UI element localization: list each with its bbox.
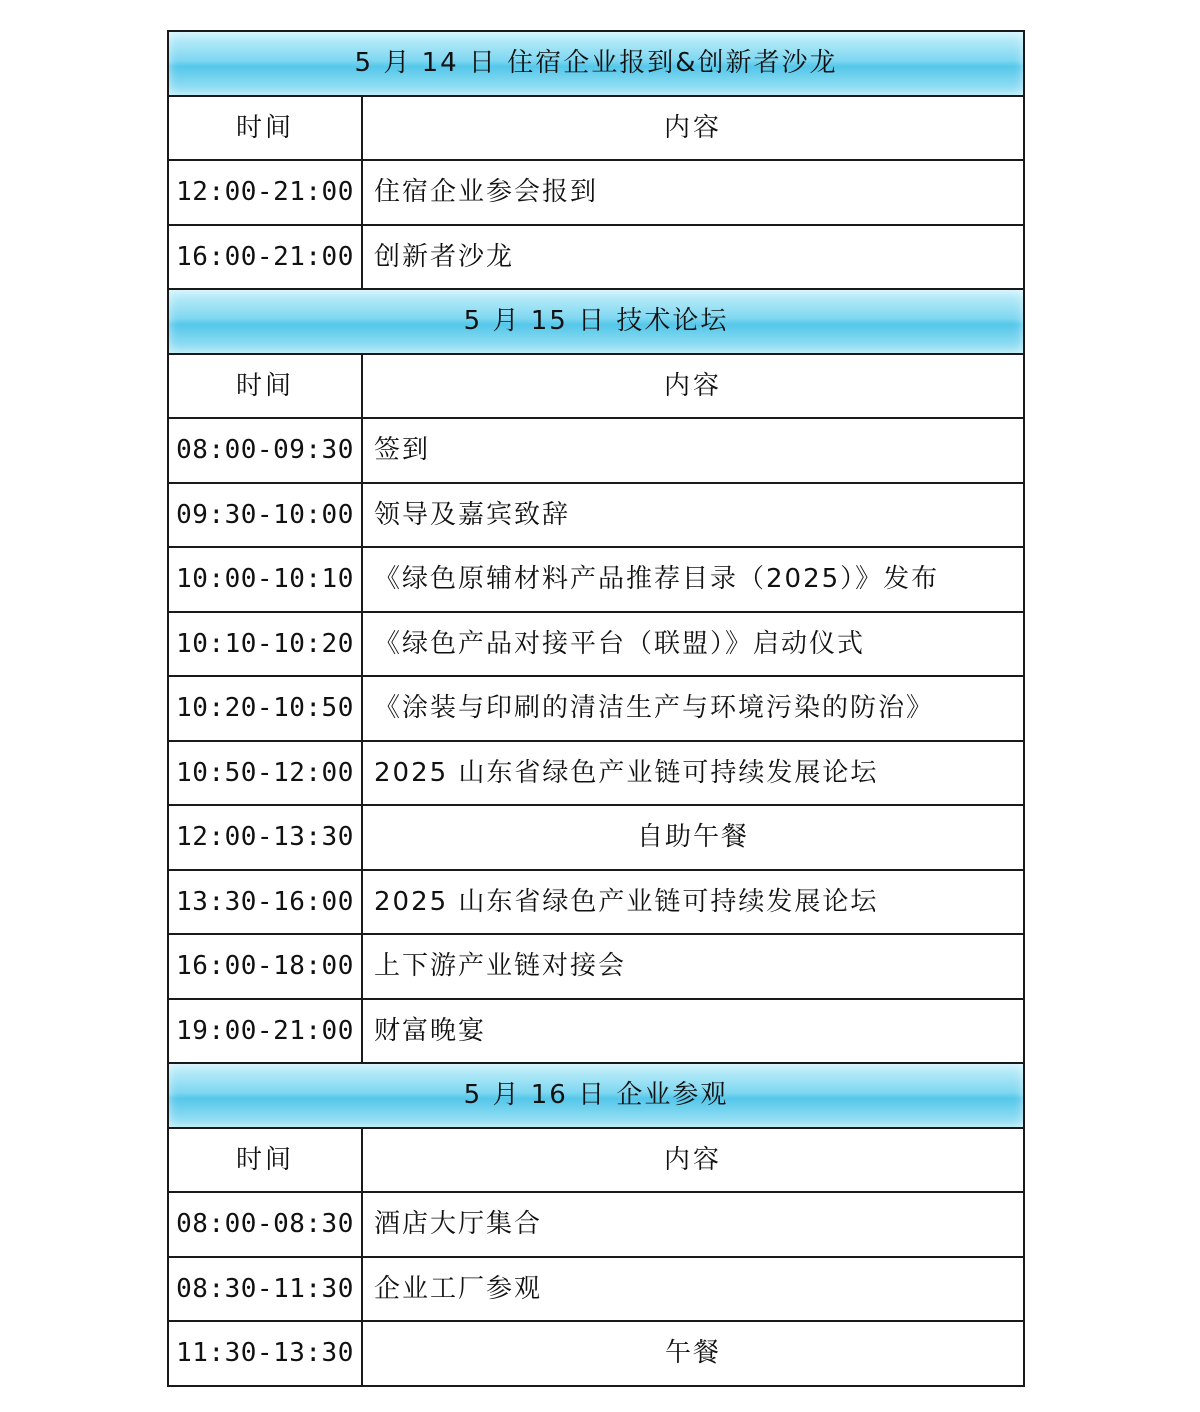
content-cell: 住宿企业参会报到	[362, 160, 1024, 225]
content-cell: 创新者沙龙	[362, 225, 1024, 290]
time-cell: 16:00-21:00	[168, 225, 362, 290]
table-row	[168, 870, 1024, 935]
content-cell: 企业工厂参观	[362, 1257, 1024, 1322]
table-row	[168, 418, 1024, 483]
content-column-header: 内容	[362, 96, 1024, 161]
time-column-header: 时间	[168, 96, 362, 161]
content-cell: 酒店大厅集合	[362, 1192, 1024, 1257]
table-row	[168, 483, 1024, 548]
content-cell: 领导及嘉宾致辞	[362, 483, 1024, 548]
schedule-table	[167, 30, 1025, 1387]
table-row	[168, 1257, 1024, 1322]
time-column-header: 时间	[168, 354, 362, 419]
column-header-row	[168, 354, 1024, 419]
time-cell: 10:00-10:10	[168, 547, 362, 612]
content-cell: 上下游产业链对接会	[362, 934, 1024, 999]
content-cell: 《涂装与印刷的清洁生产与环境污染的防治》	[362, 676, 1024, 741]
time-cell: 13:30-16:00	[168, 870, 362, 935]
time-cell: 10:20-10:50	[168, 676, 362, 741]
time-cell: 10:50-12:00	[168, 741, 362, 806]
table-row	[168, 1192, 1024, 1257]
table-row	[168, 741, 1024, 806]
table-row	[168, 1321, 1024, 1386]
column-header-row	[168, 1128, 1024, 1193]
content-cell: 自助午餐	[362, 805, 1024, 870]
day-section-header	[168, 31, 1024, 96]
day-title: 5 月 14 日 住宿企业报到&创新者沙龙	[168, 31, 1024, 96]
table-row	[168, 999, 1024, 1064]
day-title: 5 月 16 日 企业参观	[168, 1063, 1024, 1128]
content-cell: 2025 山东省绿色产业链可持续发展论坛	[362, 870, 1024, 935]
time-cell: 08:00-09:30	[168, 418, 362, 483]
time-cell: 16:00-18:00	[168, 934, 362, 999]
time-cell: 09:30-10:00	[168, 483, 362, 548]
content-cell: 《绿色原辅材料产品推荐目录（2025）》发布	[362, 547, 1024, 612]
content-cell: 午餐	[362, 1321, 1024, 1386]
content-cell: 2025 山东省绿色产业链可持续发展论坛	[362, 741, 1024, 806]
time-cell: 12:00-13:30	[168, 805, 362, 870]
time-cell: 10:10-10:20	[168, 612, 362, 677]
content-column-header: 内容	[362, 1128, 1024, 1193]
content-column-header: 内容	[362, 354, 1024, 419]
time-cell: 11:30-13:30	[168, 1321, 362, 1386]
table-row	[168, 612, 1024, 677]
time-cell: 08:00-08:30	[168, 1192, 362, 1257]
content-cell: 《绿色产品对接平台（联盟）》启动仪式	[362, 612, 1024, 677]
column-header-row	[168, 96, 1024, 161]
day-title: 5 月 15 日 技术论坛	[168, 289, 1024, 354]
time-cell: 08:30-11:30	[168, 1257, 362, 1322]
time-cell: 19:00-21:00	[168, 999, 362, 1064]
table-row	[168, 934, 1024, 999]
table-row	[168, 676, 1024, 741]
content-cell: 签到	[362, 418, 1024, 483]
time-column-header: 时间	[168, 1128, 362, 1193]
day-section-header	[168, 1063, 1024, 1128]
table-row	[168, 225, 1024, 290]
table-row	[168, 805, 1024, 870]
time-cell: 12:00-21:00	[168, 160, 362, 225]
day-section-header	[168, 289, 1024, 354]
content-cell: 财富晚宴	[362, 999, 1024, 1064]
table-row	[168, 547, 1024, 612]
table-row	[168, 160, 1024, 225]
